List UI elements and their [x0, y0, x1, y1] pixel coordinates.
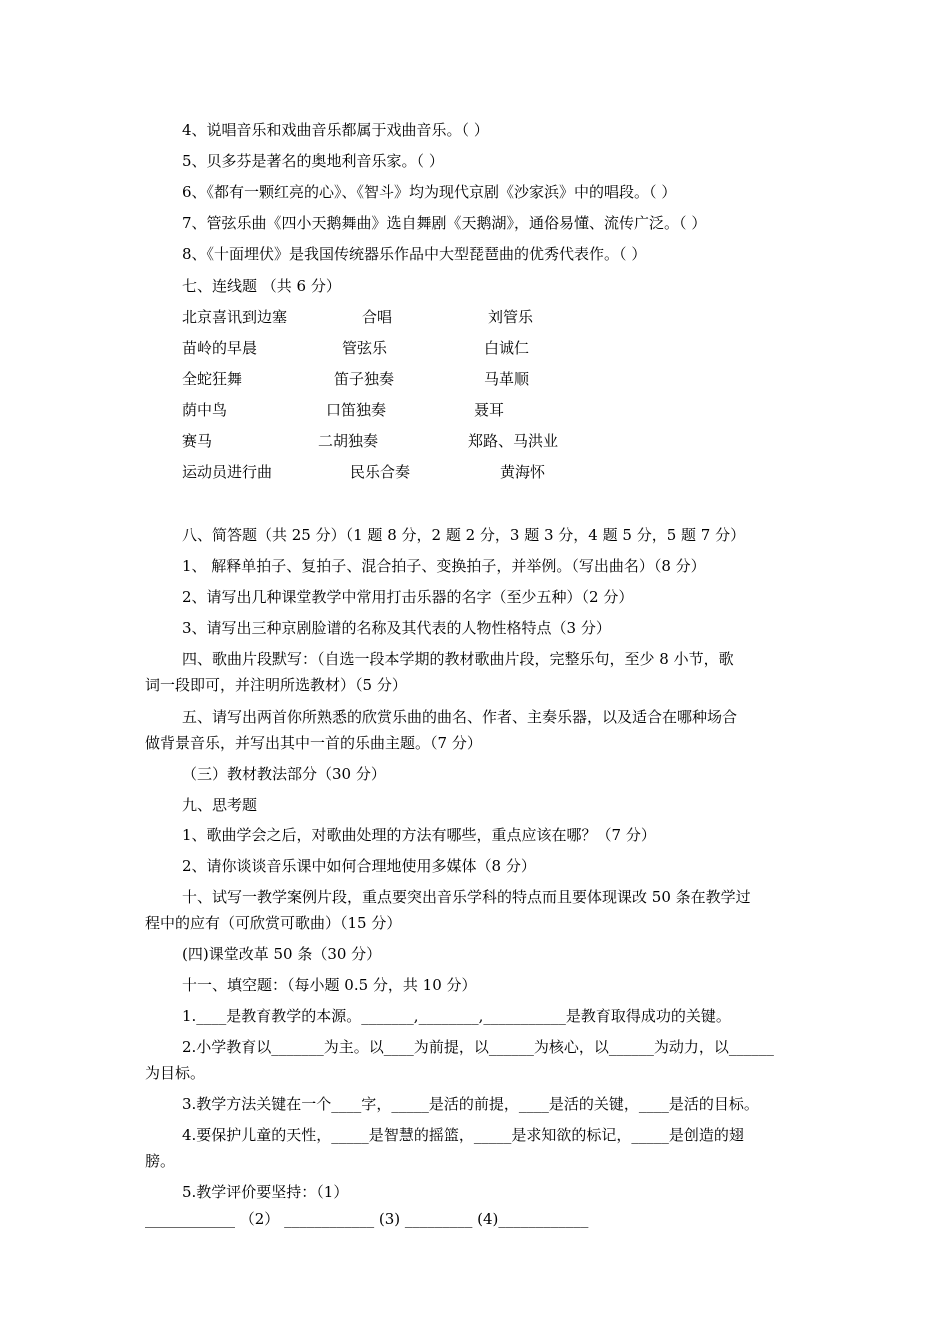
fill-blank-4-line1: 4.要保护儿童的天性，_____是智慧的摇篮，_____是求知欲的标记，_____是创造的翅 — [182, 1126, 744, 1144]
matching-song: 赛马 — [182, 432, 213, 450]
short-answer-heading: 八、简答题（共 25 分）（1 题 8 分，2 题 2 分，3 题 3 分，4 题 5 分，5 题 7 分） — [182, 526, 746, 544]
thinking-q1: 1、歌曲学会之后，对歌曲处理的方法有哪些，重点应该在哪？（7 分） — [182, 826, 656, 844]
fill-blank-1: 1.____是教育教学的本源。_______,________,___________是教育取得成功的关键。 — [182, 1007, 731, 1025]
matching-song: 运动员进行曲 — [182, 463, 273, 481]
question-6: 6、《都有一颗红亮的心》、《智斗》均为现代京剧《沙家浜》中的唱段。（ ） — [182, 183, 677, 201]
appreciation-question-line2: 做背景音乐，并写出其中一首的乐曲主题。（7 分） — [145, 734, 482, 752]
short-answer-q2: 2、请写出几种课堂教学中常用打击乐器的名字（至少五种）（2 分） — [182, 588, 634, 606]
question-5: 5、贝多芬是著名的奥地利音乐家。（ ） — [182, 152, 444, 170]
matching-composer: 白诚仁 — [484, 339, 530, 357]
case-question-line2: 程中的应有（可欣赏可歌曲）（15 分） — [145, 914, 402, 932]
case-question-line1: 十、试写一教学案例片段，重点要突出音乐学科的特点而且要体现课改 50 条在教学过 — [182, 888, 751, 906]
matching-composer: 聂耳 — [474, 401, 505, 419]
fill-blank-5-line2: ____________ （2） ____________ (3) _________ (4)____________ — [145, 1210, 589, 1228]
matching-composer: 刘管乐 — [488, 308, 534, 326]
fill-blank-3: 3.教学方法关键在一个____字，_____是活的前提，____是活的关键，____是活的目标。 — [182, 1095, 759, 1113]
song-dictation-line2: 词一段即可，并注明所选教材）（5 分） — [145, 676, 407, 694]
fill-blank-heading: 十一、填空题：（每小题 0.5 分，共 10 分） — [182, 976, 477, 994]
question-8: 8、《十面埋伏》是我国传统器乐作品中大型琵琶曲的优秀代表作。（ ） — [182, 245, 647, 263]
reform-section-title: (四)课堂改革 50 条（30 分） — [182, 945, 382, 963]
matching-form: 民乐合奏 — [350, 463, 411, 481]
matching-song: 荫中鸟 — [182, 401, 228, 419]
question-4: 4、说唱音乐和戏曲音乐都属于戏曲音乐。（ ） — [182, 121, 489, 139]
fill-blank-4-line2: 膀。 — [145, 1152, 176, 1170]
appreciation-question-line1: 五、请写出两首你所熟悉的欣赏乐曲的曲名、作者、主奏乐器，以及适合在哪种场合 — [182, 708, 738, 726]
matching-composer: 郑路、马洪业 — [468, 432, 559, 450]
matching-form: 笛子独奏 — [334, 370, 395, 388]
matching-composer: 黄海怀 — [500, 463, 546, 481]
matching-form: 合唱 — [362, 308, 393, 326]
fill-blank-2-line2: 为目标。 — [145, 1064, 206, 1082]
song-dictation-line1: 四、歌曲片段默写：（自选一段本学期的教材歌曲片段，完整乐句，至少 8 小节，歌 — [182, 650, 734, 668]
fill-blank-5-line1: 5.教学评价要坚持：（1） — [182, 1183, 349, 1201]
teaching-section-title: （三）教材教法部分（30 分） — [182, 765, 386, 783]
matching-heading: 七、连线题 （共 6 分） — [182, 277, 341, 295]
short-answer-q3: 3、请写出三种京剧脸谱的名称及其代表的人物性格特点（3 分） — [182, 619, 611, 637]
matching-form: 管弦乐 — [342, 339, 388, 357]
matching-composer: 马革顺 — [484, 370, 530, 388]
matching-form: 二胡独奏 — [318, 432, 379, 450]
thinking-q2: 2、请你谈谈音乐课中如何合理地使用多媒体（8 分） — [182, 857, 536, 875]
question-7: 7、管弦乐曲《四小天鹅舞曲》选自舞剧《天鹅湖》，通俗易懂、流传广泛。（ ） — [182, 214, 707, 232]
fill-blank-2-line1: 2.小学教育以_______为主。以____为前提，以______为核心，以______为动力，以______ — [182, 1038, 774, 1056]
matching-song: 北京喜讯到边塞 — [182, 308, 288, 326]
short-answer-q1: 1、 解释单拍子、复拍子、混合拍子、变换拍子，并举例。（写出曲名）（8 分） — [182, 557, 706, 575]
thinking-heading: 九、思考题 — [182, 796, 258, 814]
matching-song: 全蛇狂舞 — [182, 370, 243, 388]
matching-form: 口笛独奏 — [326, 401, 387, 419]
matching-song: 苗岭的早晨 — [182, 339, 258, 357]
